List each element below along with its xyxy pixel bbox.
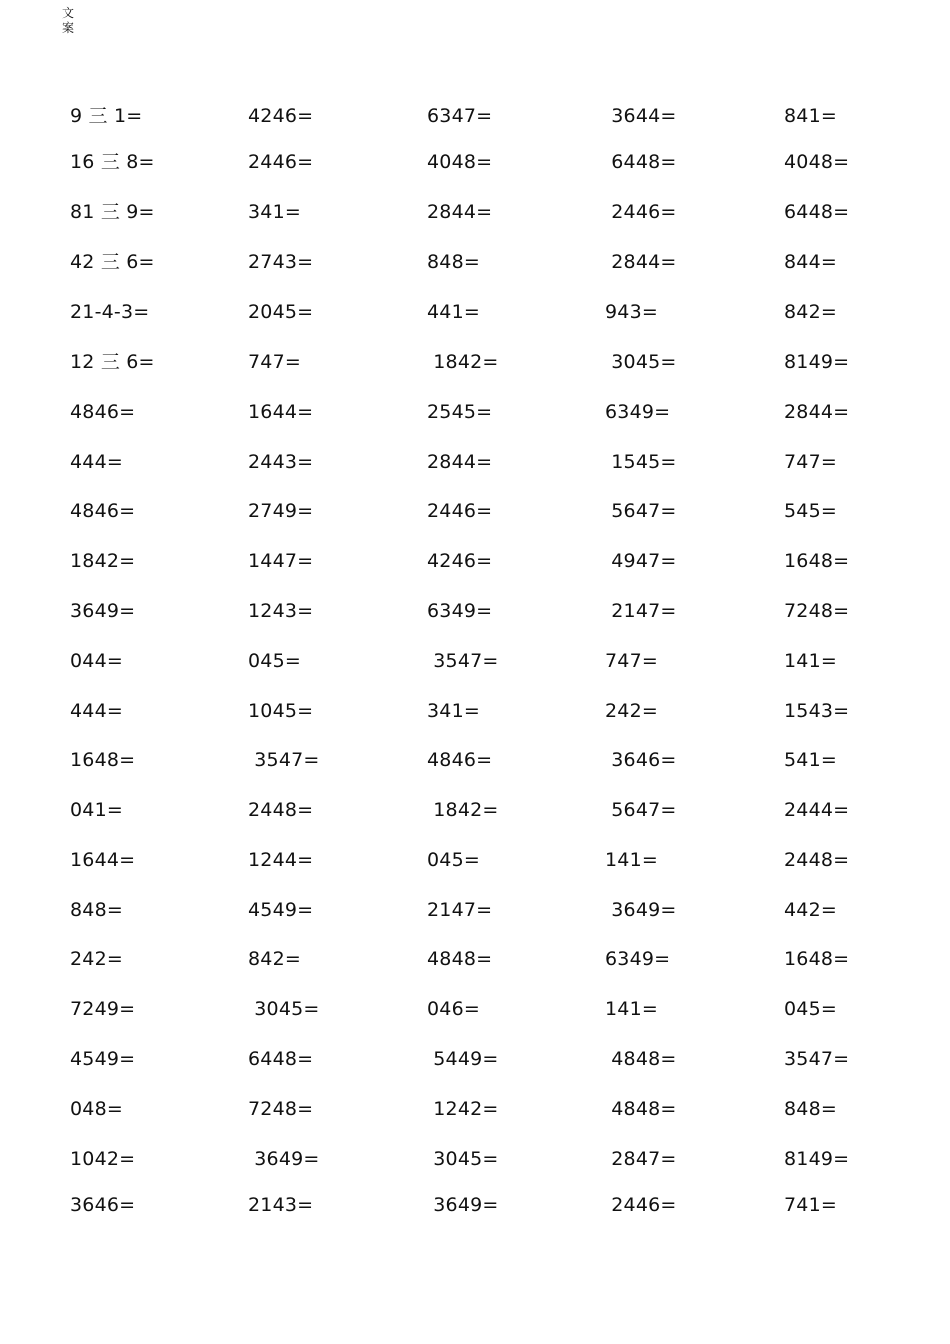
problem-item: 7248= [248, 1098, 314, 1120]
problem-item: 1842= [70, 550, 136, 572]
problem-item: 848= [70, 899, 123, 921]
problem-item: 541= [784, 749, 837, 771]
problem-item: 045= [248, 650, 301, 672]
problem-item: 341= [248, 201, 301, 223]
problem-item: 341= [427, 700, 480, 722]
problem-item: 044= [70, 650, 123, 672]
problem-item: 4846= [70, 500, 136, 522]
problem-item: 141= [605, 849, 658, 871]
problem-item: 1243= [248, 600, 314, 622]
problem-item: 3649= [605, 899, 677, 921]
problem-item: 4947= [605, 550, 677, 572]
problem-item: 3045= [427, 1148, 499, 1170]
problem-item: 4048= [784, 151, 850, 173]
problem-item: 5647= [605, 500, 677, 522]
problem-item: 2448= [784, 849, 850, 871]
problem-item: 2847= [605, 1148, 677, 1170]
problem-item: 2749= [248, 500, 314, 522]
problem-item: 2844= [605, 251, 677, 273]
problem-item: 2446= [605, 201, 677, 223]
problem-item: 3649= [70, 600, 136, 622]
problem-item: 81 三 9= [70, 201, 155, 223]
problem-item: 2443= [248, 451, 314, 473]
problem-item: 3547= [248, 749, 320, 771]
problem-item: 2446= [605, 1194, 677, 1216]
problem-item: 1244= [248, 849, 314, 871]
problem-item: 6349= [605, 401, 671, 423]
problem-item: 2545= [427, 401, 493, 423]
problem-item: 8149= [784, 1148, 850, 1170]
problem-item: 3649= [248, 1148, 320, 1170]
problem-item: 747= [248, 351, 301, 373]
problem-item: 041= [70, 799, 123, 821]
problem-item: 4246= [248, 105, 314, 127]
problem-item: 4549= [70, 1048, 136, 1070]
problem-item: 6349= [427, 600, 493, 622]
problem-item: 4846= [427, 749, 493, 771]
problem-item: 741= [784, 1194, 837, 1216]
problem-item: 1648= [70, 749, 136, 771]
problem-item: 841= [784, 105, 837, 127]
problem-item: 5647= [605, 799, 677, 821]
problem-item: 3646= [70, 1194, 136, 1216]
problem-item: 242= [70, 948, 123, 970]
problem-item: 1545= [605, 451, 677, 473]
problem-item: 141= [784, 650, 837, 672]
problem-item: 3547= [784, 1048, 850, 1070]
problem-item: 1242= [427, 1098, 499, 1120]
problem-item: 4246= [427, 550, 493, 572]
problem-item: 7248= [784, 600, 850, 622]
problem-item: 844= [784, 251, 837, 273]
problem-item: 16 三 8= [70, 151, 155, 173]
problem-item: 442= [784, 899, 837, 921]
problem-item: 747= [784, 451, 837, 473]
problem-item: 242= [605, 700, 658, 722]
problem-item: 3649= [427, 1194, 499, 1216]
problem-item: 1648= [784, 948, 850, 970]
problem-item: 5449= [427, 1048, 499, 1070]
problem-item: 1042= [70, 1148, 136, 1170]
problem-item: 943= [605, 301, 658, 323]
problem-item: 046= [427, 998, 480, 1020]
problem-item: 12 三 6= [70, 351, 155, 373]
problem-item: 4848= [605, 1098, 677, 1120]
problem-item: 2844= [427, 201, 493, 223]
problem-item: 1644= [70, 849, 136, 871]
problem-item: 141= [605, 998, 658, 1020]
problem-item: 045= [784, 998, 837, 1020]
problem-item: 747= [605, 650, 658, 672]
problem-item: 045= [427, 849, 480, 871]
problem-item: 1648= [784, 550, 850, 572]
problem-item: 4848= [427, 948, 493, 970]
header-mark: 文案 [62, 6, 75, 35]
problem-item: 842= [784, 301, 837, 323]
problem-item: 4848= [605, 1048, 677, 1070]
problem-item: 2448= [248, 799, 314, 821]
problem-item: 2743= [248, 251, 314, 273]
problem-item: 444= [70, 700, 123, 722]
problem-item: 441= [427, 301, 480, 323]
problem-item: 3646= [605, 749, 677, 771]
problem-item: 545= [784, 500, 837, 522]
problem-item: 1842= [427, 351, 499, 373]
problem-item: 842= [248, 948, 301, 970]
problem-item: 4048= [427, 151, 493, 173]
problem-item: 1045= [248, 700, 314, 722]
problem-item: 2143= [248, 1194, 314, 1216]
problem-item: 3045= [248, 998, 320, 1020]
problem-item: 4549= [248, 899, 314, 921]
problem-item: 1447= [248, 550, 314, 572]
problem-item: 6448= [248, 1048, 314, 1070]
problem-item: 8149= [784, 351, 850, 373]
problem-item: 2045= [248, 301, 314, 323]
problem-item: 6448= [784, 201, 850, 223]
problem-item: 2844= [784, 401, 850, 423]
problem-item: 21-4-3= [70, 301, 150, 323]
problem-item: 6349= [605, 948, 671, 970]
problem-item: 848= [427, 251, 480, 273]
problem-item: 2147= [427, 899, 493, 921]
problem-item: 2844= [427, 451, 493, 473]
problem-item: 3644= [605, 105, 677, 127]
problem-item: 1644= [248, 401, 314, 423]
problem-item: 444= [70, 451, 123, 473]
problem-item: 3547= [427, 650, 499, 672]
problem-item: 6347= [427, 105, 493, 127]
problem-item: 848= [784, 1098, 837, 1120]
problem-item: 2446= [427, 500, 493, 522]
problem-item: 3045= [605, 351, 677, 373]
problem-item: 6448= [605, 151, 677, 173]
problem-item: 2446= [248, 151, 314, 173]
problem-item: 2147= [605, 600, 677, 622]
problem-item: 1842= [427, 799, 499, 821]
problem-item: 048= [70, 1098, 123, 1120]
problem-item: 2444= [784, 799, 850, 821]
problem-item: 42 三 6= [70, 251, 155, 273]
problem-item: 1543= [784, 700, 850, 722]
problem-item: 7249= [70, 998, 136, 1020]
problem-item: 4846= [70, 401, 136, 423]
problem-item: 9 三 1= [70, 105, 143, 127]
